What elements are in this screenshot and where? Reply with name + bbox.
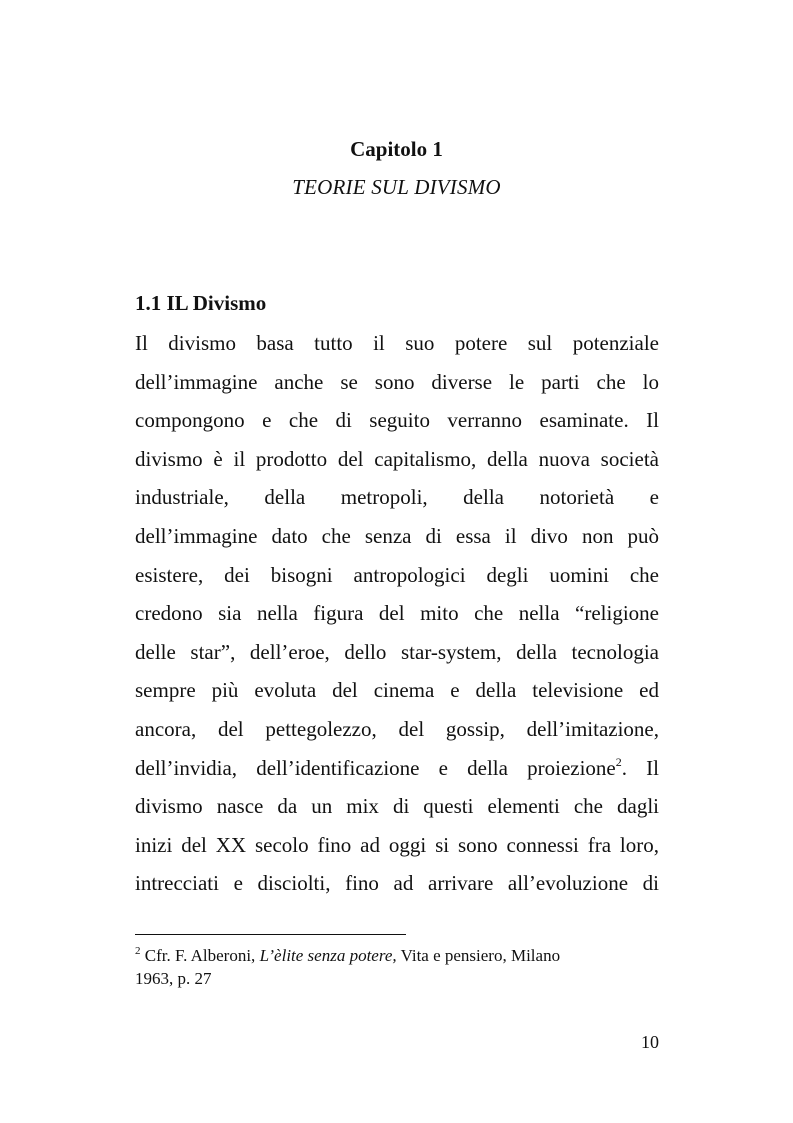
body-line: sempre più evoluta del cinema e della televisione ed — [135, 678, 659, 703]
body-line: industriale, della metropoli, della notorietà e — [135, 485, 659, 510]
body-line: inizi del XX secolo fino ad oggi si sono connessi fra loro, — [135, 832, 659, 857]
footnote-marker: 2 — [135, 945, 141, 957]
footnote-text-after: Vita e pensiero, Milano — [396, 946, 561, 965]
body-line: ancora, del pettegolezzo, del gossip, dell’imitazione, — [135, 716, 659, 741]
page-number: 10 — [641, 1032, 659, 1052]
body-line: divismo è il prodotto del capitalismo, della nuova società — [135, 446, 659, 471]
body-text — [135, 328, 659, 907]
body-line-text: dell’invidia, dell’identificazione e della proiezione — [135, 755, 616, 780]
section-heading: 1.1 IL Divismo — [135, 291, 267, 315]
footnote-line-2: 1963, p. 27 — [135, 969, 212, 988]
chapter-label: Capitolo 1 — [350, 137, 443, 161]
body-line: credono sia nella figura del mito che nella “religione — [135, 601, 659, 626]
footnote — [135, 944, 655, 990]
body-line: compongono e che di seguito verranno esaminate. Il — [135, 408, 659, 433]
body-line: esistere, dei bisogni antropologici degli uomini che — [135, 562, 659, 587]
body-line: intrecciati e disciolti, fino ad arrivare all’evoluzione di — [135, 871, 659, 896]
footnote-divider — [135, 934, 406, 935]
body-line: dell’immagine dato che senza di essa il divo non può — [135, 523, 659, 548]
body-line: delle star”, dell’eroe, dello star-system, della tecnologia — [135, 639, 659, 664]
body-line: dell’immagine anche se sono diverse le parti che lo — [135, 369, 659, 394]
body-line-with-footnote — [135, 753, 659, 792]
footnote-text-before: Cfr. F. Alberoni, — [140, 946, 260, 965]
chapter-title: TEORIE SUL DIVISMO — [292, 175, 501, 199]
body-line-tail: . Il — [621, 755, 659, 780]
body-line: divismo nasce da un mix di questi elementi che dagli — [135, 794, 659, 819]
footnote-reference[interactable]: 2 — [615, 754, 622, 769]
footnote-book-title: L’èlite senza potere, — [259, 946, 397, 965]
body-line: Il divismo basa tutto il suo potere sul potenziale — [135, 331, 659, 355]
